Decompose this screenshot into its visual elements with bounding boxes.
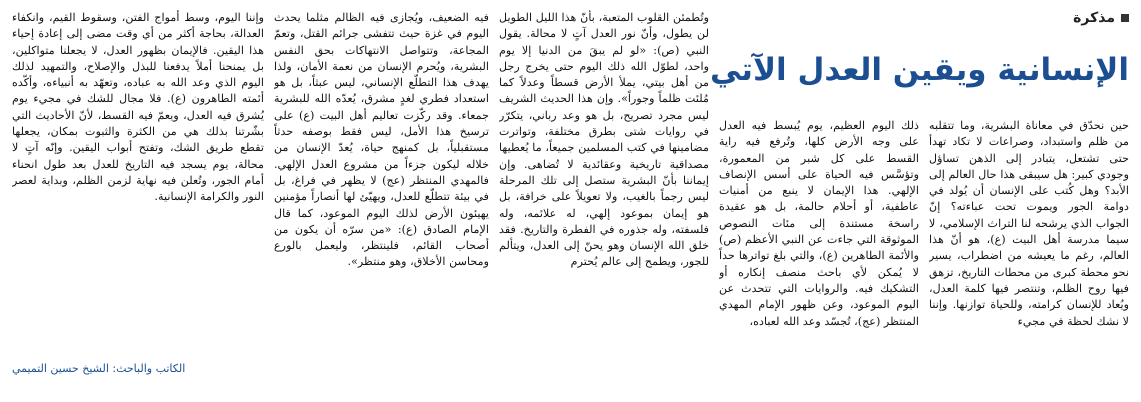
- article-column-3: [499, 10, 709, 400]
- article-column-1: [929, 118, 1129, 400]
- article-column-5: [12, 10, 264, 360]
- section-label-text: مذكرة: [1073, 10, 1115, 26]
- author-byline: الكاتب والباحث: الشيخ حسين التميمي: [12, 362, 186, 375]
- section-label: [1073, 10, 1129, 26]
- column-2-text: ذلك اليوم العظيم، يوم يُبسط فيه العدل على وجه الأرض كلها، وتُرفع فيه راية القسط على كل شبر من المعمورة، وتؤسَّس فيه الحياة على أسس الإنصاف الإلهي. هذا الإيمان لا ينبع من أمنيات عاطفية، أو أحلام حالمة، بل هو عقيدة راسخة مستندة إلى مئات النصوص الموثوقة التي جاءت عن النبي الأعظم (ص) والأئمة الطاهرين (ع)، والتي بلغ تواترها حداً لا يُمكن لأي باحث منصف إنكاره أو التشكيك فيه. والروايات التي تتحدث عن اليوم الموعود، وعن ظهور الإمام المهدي المنتظر (عج)، تُجسّد وعد الله لعباده،: [719, 119, 919, 328]
- column-4-text: فيه الضعيف، ويُجازى فيه الظالم مثلما يحدث اليوم في غزة حيث تتفشى جرائم القتل، وتعمّ المجاعة، وتتواصل الانتهاكات بحق النفس البشرية، ويُحرم الإنسان من نعمة الأمان، ولذا يهدف هذا التطلّع الإنساني، ليس عبثاً، بل هو استعداد فطري لغدٍ مشرق، يُعدّه الله للبشرية جمعاء. وقد ركّزت تعاليم أهل البيت (ع) على ترسيخ هذا الأمل، ليس فقط بوصفه حدثاً مستقبلياً، بل كمنهج حياة، يُعدّ الإنسان من خلاله ليكون جزءاً من مشروع العدل الإلهي. فالمهدي المنتظر (عج) لا يظهر في فراغ، بل في بيئة تتطلّع للعدل، ويهيّئ لها أنصاراً مؤمنين يهيئون الأرض لذلك اليوم الموعود، كما قال الإمام الصادق (ع): «من سرّه أن يكون من أصحاب القائم، فلينتظر، وليعمل بالورع ومحاسن الأخلاق، وهو منتظر».: [274, 11, 489, 269]
- column-3-text: وتُطمئن القلوب المتعبة، بأنّ هذا الليل الطويل لن يطول، وأنّ نور العدل آتٍ لا محالة. يقول النبي (ص): «لو لم يبقَ من الدنيا إلا يوم واحد، لطوّل الله ذلك اليوم حتى يخرج رجل من أهل بيتي، يملأ الأرض قسطاً وعدلاً كما مُلئت ظلماً وجوراً». وإن هذا الحديث الشريف ليس مجرد تصريح، بل هو وعد رباني، يتكرّر في روايات شتى بطرق مختلفة، وتواترت مضامينها في كتب المسلمين جميعاً، ما يُعطيها مصداقية تاريخية وعقائدية لا تُضاهى. وإن إيماننا بأنّ البشرية ستصل إلى تلك المرحلة ليس رجماً بالغيب، ولا تعويلاً على خرافة، بل هو إيمان بموعود إلهي، له علائمه، وله فلسفته، وله جذوره في الفطرة والتاريخ. فقد خلق الله الإنسان وهو يحنّ إلى العدل، ويتألم للجور، ويطمح إلى عالم يُحترم: [499, 11, 709, 269]
- column-1-text: حين نحدّق في معاناة البشرية، وما تتقلبه من ظلم واستبداد، وصراعات لا تكاد تهدأ حتى تشتعل، يتبادر إلى الذهن تساؤل وجودي كبير: هل سيبقى هذا حال العالم إلى الأبد؟ وهل كُتب على الإنسان أن يُولد في دوامة الجور ويموت تحت عباءته؟ إنّ الجواب الذي يرشحه لنا التراث الإسلامي، لا سيما مدرسة أهل البيت (ع)، هو أنّ هذا العالم، رغم ما يعيشه من اضطراب، يسير نحو محطة كبرى من محطات التاريخ، تزهق فيها روح الظلم، وتنتصر فيها كلمة العدل، ويُعاد للإنسان كرامته، وللحياة توازنها. وإننا لا نشك لحظة في مجيء: [929, 119, 1129, 328]
- section-square-icon: [1121, 14, 1129, 22]
- column-5-text: وإننا اليوم، وسط أمواج الفتن، وسقوط القيم، وانكفاء العدالة، بحاجة أكثر من أي وقت مضى إلى إعادة إحياء هذا اليقين. فالإيمان بظهور العدل، لا يجعلنا متواكلين، بل يمنحنا أملاً يدفعنا للبذل والإصلاح، والتمهيد لذلك اليوم الذي وعد الله به عباده، وتعهّد به أنبياءه، وأكّده أئمته الطاهرون (ع). فلا مجال للشك في مجيء يوم يُشرق فيه العدل، ويعمّ فيه القسط، لأنّ الأحاديث التي بشّرتنا بذلك هي من الكثرة والثبوت بمكان، يجعلها تقطع طريق الشك، وتفتح أبواب اليقين. وإنّه آتٍ لا محالة، يوم يسجد فيه التاريخ للعدل بعد طول انحناء أمام الجور، وتُعلن فيه نهاية لزمن الظلم، وبداية لعصر النور والكرامة الإنسانية.: [12, 11, 264, 204]
- article-column-4: [274, 10, 489, 400]
- article-column-2: [719, 118, 919, 400]
- article-title: الإنسانية ويقين العدل الآتي: [709, 52, 1129, 88]
